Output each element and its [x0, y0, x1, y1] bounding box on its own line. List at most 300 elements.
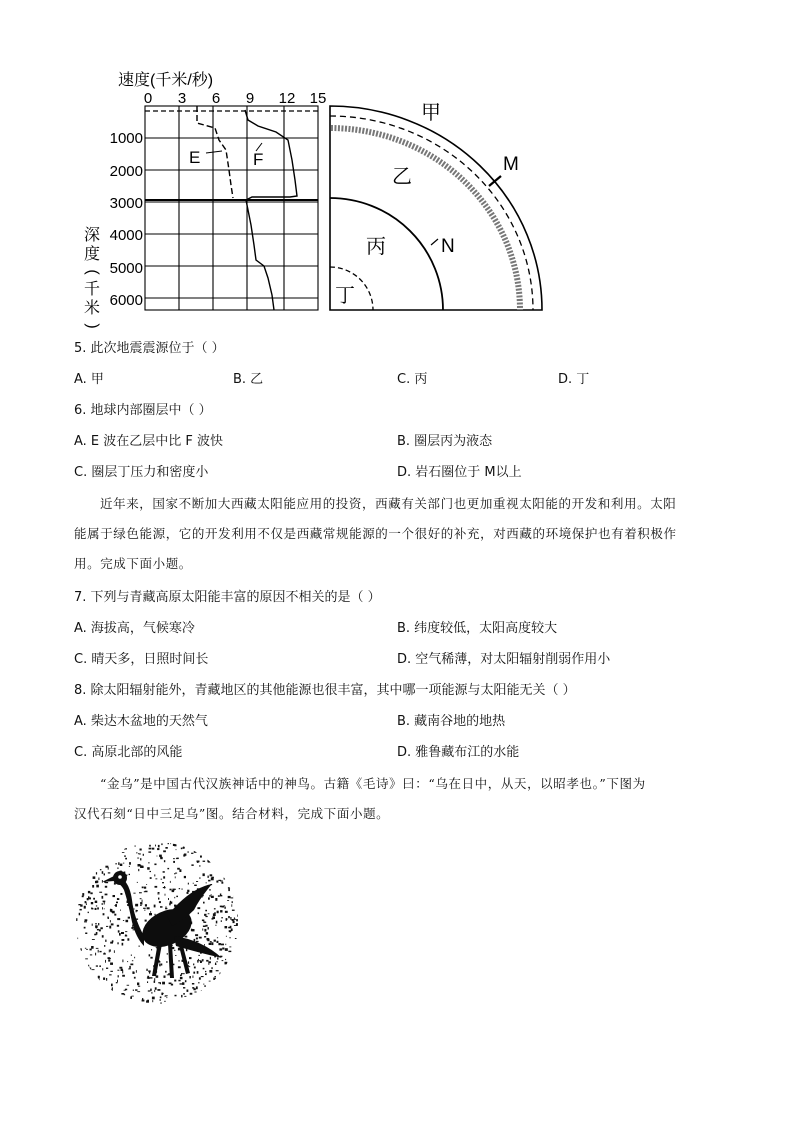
speckle-dot: [162, 982, 165, 985]
speckle-dot: [140, 898, 142, 899]
speckle-dot: [124, 848, 127, 849]
speckle-dot: [191, 864, 193, 866]
speckle-dot: [201, 976, 204, 977]
speckle-dot: [225, 948, 228, 951]
speckle-dot: [123, 920, 124, 921]
speckle-dot: [146, 884, 147, 885]
speckle-dot: [137, 858, 139, 859]
speckle-dot: [134, 977, 136, 979]
speckle-dot: [203, 861, 206, 862]
question-7-stem: 7. 下列与青藏高原太阳能丰富的原因不相关的是（ ）: [74, 590, 381, 605]
speckle-dot: [138, 986, 140, 987]
speckle-dot: [160, 906, 163, 908]
speckle-dot: [198, 955, 200, 956]
speckle-dot: [102, 880, 103, 883]
speckle-dot: [138, 853, 139, 854]
speckle-dot: [224, 878, 226, 880]
speckle-dot: [135, 904, 138, 907]
speckle-dot: [159, 901, 161, 903]
speckle-dot: [232, 919, 234, 921]
speckle-dot: [88, 968, 91, 971]
speckle-dot: [188, 961, 189, 963]
speckle-dot: [157, 848, 159, 850]
speckle-dot: [117, 867, 118, 869]
speckle-dot: [214, 908, 216, 909]
speckle-dot: [193, 976, 194, 978]
speckle-dot: [98, 976, 100, 979]
question-8-option-b: B. 藏南谷地的地热: [397, 714, 506, 729]
speckle-dot: [96, 905, 97, 906]
speckle-dot: [119, 967, 122, 969]
speckle-dot: [183, 987, 185, 988]
speckle-dot: [154, 874, 155, 876]
speckle-dot: [216, 881, 218, 883]
speckle-dot: [189, 976, 191, 978]
speckle-dot: [231, 897, 234, 898]
speckle-dot: [222, 960, 224, 961]
speckle-dot: [92, 969, 95, 970]
speckle-dot: [92, 908, 94, 909]
speckle-dot: [218, 895, 220, 897]
speckle-dot: [99, 929, 101, 931]
n-boundary-pointer: [431, 239, 438, 245]
speckle-dot: [211, 877, 214, 878]
speckle-dot: [158, 845, 160, 848]
speckle-dot: [104, 908, 105, 909]
question-8-option-c: C. 高原北部的风能: [74, 745, 183, 760]
speckle-dot: [155, 845, 156, 847]
speckle-dot: [194, 992, 196, 993]
speckle-dot: [133, 990, 134, 992]
speckle-dot: [137, 882, 138, 883]
speckle-dot: [118, 862, 119, 865]
speckle-dot: [173, 844, 175, 846]
speckle-dot: [213, 913, 216, 916]
speckle-dot: [139, 892, 142, 893]
speckle-dot: [125, 858, 127, 860]
speckle-dot: [212, 916, 215, 919]
speckle-dot: [187, 892, 189, 894]
question-8-option-a: A. 柴达木盆地的天然气: [74, 714, 208, 729]
speckle-dot: [103, 913, 105, 915]
e-label-leader: [206, 151, 222, 153]
speckle-dot: [113, 895, 116, 897]
speckle-dot: [142, 1000, 145, 1002]
speckle-dot: [237, 915, 240, 917]
speckle-dot: [230, 917, 231, 920]
speckle-dot: [173, 861, 175, 863]
speckle-dot: [100, 869, 102, 870]
speckle-dot: [92, 924, 93, 926]
speckle-dot: [139, 946, 140, 947]
speckle-dot: [165, 996, 167, 997]
speckle-dot: [154, 978, 155, 981]
speckle-dot: [99, 892, 102, 893]
speckle-dot: [150, 957, 152, 959]
speckle-dot: [152, 998, 153, 999]
speckle-dot: [204, 936, 206, 938]
speckle-dot: [183, 845, 185, 847]
speckle-dot: [124, 990, 126, 991]
speckle-dot: [121, 993, 124, 995]
speckle-dot: [100, 951, 102, 952]
speckle-dot: [164, 976, 166, 978]
speckle-dot: [159, 964, 161, 967]
speckle-dot: [114, 914, 116, 916]
speckle-dot: [191, 853, 193, 854]
speed-tick: 12: [278, 90, 296, 107]
speckle-dot: [163, 871, 165, 873]
speckle-dot: [175, 955, 177, 956]
speckle-dot: [197, 861, 199, 863]
speckle-dot: [152, 848, 154, 850]
speckle-dot: [208, 876, 209, 878]
speckle-dot: [80, 904, 82, 906]
speckle-dot: [179, 888, 180, 889]
speckle-dot: [155, 878, 157, 879]
speckle-dot: [132, 996, 134, 997]
speckle-dot: [112, 911, 115, 914]
speckle-dot: [158, 892, 160, 893]
speckle-dot: [91, 946, 94, 949]
speckle-dot: [164, 1001, 165, 1002]
speckle-dot: [98, 950, 99, 953]
speckle-dot: [154, 864, 156, 866]
asthenosphere-band: [331, 128, 520, 310]
speckle-dot: [208, 913, 210, 914]
speckle-dot: [215, 964, 217, 965]
speckle-dot: [189, 957, 192, 959]
speckle-dot: [110, 963, 113, 965]
speckle-dot: [193, 964, 194, 966]
question-5-option-b: B. 乙: [233, 372, 264, 387]
speckle-dot: [220, 974, 221, 977]
speckle-dot: [197, 907, 200, 909]
speckle-dot: [170, 1004, 172, 1005]
speckle-dot: [131, 927, 133, 929]
f-wave-curve: [245, 110, 297, 310]
speckle-dot: [161, 964, 162, 966]
speckle-dot: [149, 913, 152, 915]
speckle-dot: [77, 938, 78, 940]
speckle-dot: [134, 846, 136, 847]
speckle-dot: [178, 960, 180, 961]
speckle-dot: [172, 889, 175, 891]
speckle-dot: [98, 878, 99, 881]
speckle-dot: [224, 907, 225, 909]
speckle-dot: [214, 976, 216, 977]
speckle-dot: [193, 988, 195, 990]
speckle-dot: [213, 978, 216, 981]
speckle-dot: [174, 950, 175, 951]
speckle-dot: [210, 941, 212, 942]
earth-quadrant: [330, 106, 542, 310]
speckle-dot: [229, 947, 231, 948]
speckle-dot: [115, 904, 117, 907]
speckle-dot: [95, 953, 96, 956]
speckle-dot: [138, 869, 139, 871]
speckle-dot: [93, 876, 96, 879]
speckle-dot: [211, 894, 212, 895]
speckle-dot: [170, 889, 172, 891]
speckle-dot: [85, 902, 87, 903]
speckle-dot: [203, 968, 205, 970]
speckle-dot: [214, 940, 216, 942]
speckle-dot: [95, 908, 97, 910]
speckle-dot: [85, 933, 87, 935]
question-5-option-c: C. 丙: [397, 372, 428, 387]
speckle-dot: [144, 910, 145, 911]
speckle-dot: [163, 850, 166, 852]
speckle-dot: [209, 889, 210, 891]
speckle-dot: [152, 1000, 153, 1002]
speckle-dot: [178, 1001, 180, 1004]
speckle-dot: [129, 866, 130, 867]
speckle-dot: [102, 871, 104, 874]
speckle-dot: [176, 849, 177, 850]
speckle-dot: [145, 920, 147, 922]
speckle-dot: [211, 967, 212, 969]
speckle-dot: [203, 873, 205, 876]
speckle-dot: [174, 980, 176, 982]
speckle-dot: [236, 919, 238, 921]
speckle-dot: [167, 953, 168, 954]
curve-e-label: E: [189, 148, 201, 167]
speckle-dot: [238, 911, 239, 913]
speckle-dot: [110, 949, 111, 951]
speckle-dot: [191, 929, 192, 932]
speckle-dot: [143, 908, 146, 909]
speckle-dot: [206, 932, 208, 935]
question-5-stem: 5. 此次地震震源位于（ ）: [74, 341, 225, 356]
question-8-option-d: D. 雅鲁藏布江的水能: [397, 745, 520, 760]
speckle-dot: [102, 907, 103, 909]
speckle-dot: [221, 944, 224, 946]
speckle-dot: [199, 977, 201, 979]
speckle-dot: [124, 855, 125, 857]
speckle-dot: [209, 943, 212, 945]
speckle-dot: [202, 929, 203, 931]
speckle-dot: [207, 860, 209, 863]
speckle-dot: [100, 927, 102, 929]
speckle-dot: [140, 902, 142, 905]
speckle-dot: [194, 967, 196, 969]
speckle-dot: [122, 971, 123, 974]
speckle-dot: [173, 858, 175, 859]
speckle-dot: [204, 985, 205, 987]
speckle-dot: [205, 973, 206, 975]
speckle-dot: [116, 902, 118, 904]
speckle-dot: [122, 975, 125, 977]
speckle-dot: [202, 959, 203, 961]
speckle-dot: [185, 980, 187, 982]
speckle-dot: [128, 917, 130, 919]
speckle-dot: [129, 966, 131, 969]
speckle-dot: [166, 961, 167, 963]
speckle-dot: [147, 981, 148, 983]
speckle-dot: [231, 929, 233, 932]
speckle-dot: [181, 848, 183, 850]
speckle-dot: [92, 885, 94, 888]
speed-tick: 0: [143, 90, 153, 107]
svg-text:米: 米: [83, 300, 101, 317]
speckle-dot: [148, 862, 149, 863]
speckle-dot: [151, 949, 152, 950]
speckle-dot: [176, 858, 179, 859]
speckle-dot: [130, 964, 133, 966]
speckle-dot: [136, 910, 138, 911]
speckle-dot: [208, 962, 209, 965]
speckle-dot: [150, 877, 152, 879]
speckle-dot: [188, 965, 189, 966]
speckle-dot: [140, 905, 142, 906]
speckle-dot: [154, 905, 156, 908]
speckle-dot: [164, 860, 165, 862]
speckle-dot: [116, 982, 118, 983]
speckle-dot: [228, 951, 231, 952]
speckle-dot: [154, 981, 156, 983]
speckle-dot: [228, 896, 231, 898]
speckle-dot: [165, 971, 167, 973]
question-7-option-b: B. 纬度较低，太阳高度较大: [397, 621, 558, 636]
depth-tick: 3000: [109, 195, 143, 212]
speckle-dot: [150, 911, 151, 913]
speckle-dot: [120, 910, 121, 911]
solar-passage-line: 能属于绿色能源，它的开发利用不仅是西藏常规能源的一个很好的补充，对西藏的环境保护也有着积极作: [74, 526, 677, 541]
speckle-dot: [96, 948, 99, 949]
question-7-option-c: C. 晴天多，日照时间长: [74, 652, 209, 667]
speckle-dot: [79, 913, 80, 916]
speckle-dot: [121, 969, 123, 971]
speckle-dot: [178, 966, 181, 968]
speckle-dot: [168, 898, 169, 900]
speckle-dot: [80, 948, 82, 950]
speckle-dot: [209, 981, 211, 982]
speckle-dot: [125, 935, 127, 936]
speckle-dot: [120, 864, 123, 866]
speckle-dot: [155, 886, 158, 888]
speckle-dot: [84, 906, 86, 909]
speckle-dot: [149, 954, 151, 956]
depth-ticks: [110, 130, 143, 309]
speckle-dot: [144, 887, 146, 889]
speckle-dot: [157, 856, 158, 857]
speckle-dot: [139, 865, 140, 867]
speckle-dot: [117, 970, 119, 971]
speckle-dot: [121, 932, 124, 934]
speckle-dot: [96, 965, 98, 966]
speckle-dot: [199, 865, 200, 867]
speckle-dot: [179, 869, 181, 872]
speckle-dot: [226, 918, 227, 921]
speckle-dot: [104, 902, 105, 905]
speckle-dot: [182, 982, 184, 985]
speckle-dot: [225, 959, 226, 960]
speckle-dot: [164, 886, 165, 889]
speckle-dot: [127, 961, 128, 962]
speckle-dot: [157, 989, 160, 991]
speckle-dot: [145, 904, 147, 906]
speckle-dot: [122, 960, 123, 963]
speckle-dot: [175, 873, 177, 874]
speckle-dot: [106, 968, 108, 969]
speckle-dot: [175, 876, 176, 878]
speckle-dot: [182, 973, 185, 974]
speckle-dot: [234, 925, 237, 926]
speckle-dot: [215, 925, 216, 926]
speckle-dot: [150, 871, 152, 872]
speckle-dot: [181, 995, 182, 998]
speckle-dot: [209, 895, 212, 896]
speckle-dot: [110, 971, 113, 972]
speckle-dot: [232, 901, 233, 903]
depth-axis-label: [84, 226, 101, 329]
speckle-dot: [136, 970, 137, 973]
speckle-dot: [107, 917, 108, 919]
svg-text:(: (: [84, 269, 101, 275]
speckle-dot: [199, 878, 201, 879]
speckle-dot: [147, 977, 150, 978]
speckle-dot: [129, 874, 130, 875]
question-6-option-a: A. E 波在乙层中比 F 波快: [74, 434, 224, 449]
solar-passage: [74, 489, 724, 579]
speckle-dot: [196, 986, 198, 989]
speckle-dot: [220, 895, 222, 896]
svg-text:深: 深: [83, 227, 101, 244]
speckle-dot: [98, 923, 99, 925]
speckle-dot: [129, 862, 131, 865]
speckle-dot: [214, 912, 216, 913]
speckle-dot: [150, 989, 152, 991]
speckle-dot: [105, 940, 106, 942]
speckle-dot: [112, 989, 113, 990]
speckle-dot: [235, 938, 238, 939]
speckle-dot: [86, 903, 87, 905]
svg-text:千: 千: [83, 281, 101, 298]
speckle-dot: [90, 954, 92, 955]
speckle-dot: [88, 891, 90, 893]
speckle-dot: [169, 983, 172, 985]
speckle-dot: [163, 876, 165, 878]
question-7-option-d: D. 空气稀薄，对太阳辐射削弱作用小: [397, 652, 611, 667]
speckle-dot: [196, 881, 198, 882]
speckle-dot: [217, 911, 219, 914]
speed-tick: 6: [211, 90, 221, 107]
speckle-dot: [221, 917, 222, 918]
speckle-dot: [203, 922, 206, 923]
speckle-dot: [137, 991, 140, 992]
speckle-dot: [109, 974, 112, 975]
speckle-dot: [102, 903, 104, 904]
speckle-dot: [194, 885, 197, 886]
speckle-dot: [142, 900, 143, 903]
speckle-dot: [87, 898, 89, 900]
speckle-dot: [112, 940, 114, 942]
speckle-dot: [103, 953, 106, 954]
speckle-dot: [96, 932, 98, 935]
speckle-dot: [158, 982, 160, 983]
speckle-dot: [220, 881, 223, 882]
speckle-dot: [117, 942, 118, 944]
speckle-dot: [193, 972, 195, 974]
speckle-dot: [220, 973, 222, 975]
speckle-dot: [227, 900, 229, 901]
speckle-dot: [205, 925, 207, 927]
speckle-dot: [199, 937, 202, 939]
speckle-dot: [90, 892, 92, 894]
depth-tick: 4000: [109, 227, 143, 244]
speckle-dot: [149, 971, 150, 974]
